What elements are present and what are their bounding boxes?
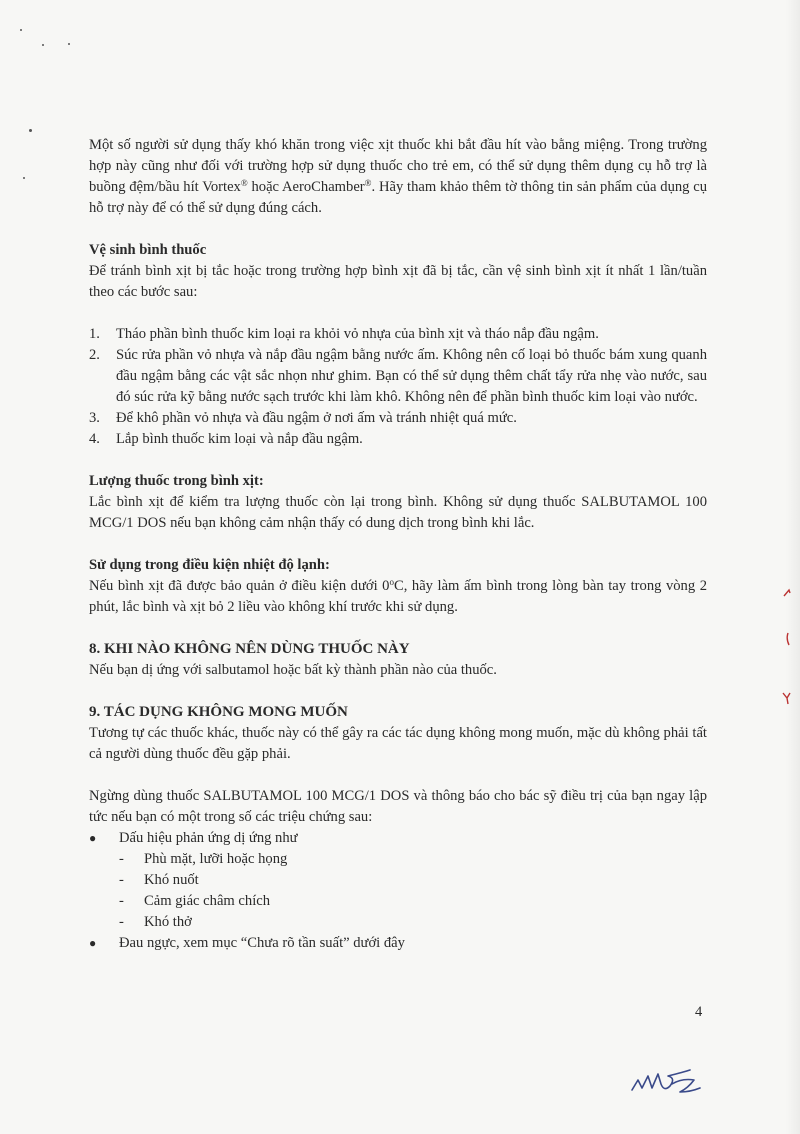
quantity-heading: Lượng thuốc trong bình xịt:: [89, 473, 264, 489]
bullet-icon: ●: [89, 936, 97, 950]
scan-speck: [23, 177, 25, 179]
margin-mark: [783, 631, 793, 647]
page-edge-shadow: [786, 0, 800, 1134]
list-item: 4. Lắp bình thuốc kim loại và nắp đầu ngậm.: [89, 431, 363, 447]
margin-mark: [780, 586, 794, 600]
scan-speck: [68, 43, 70, 45]
list-item: - Khó nuốt: [119, 872, 199, 888]
margin-mark: [780, 690, 794, 706]
list-item: ● Đau ngực, xem mục “Chưa rõ tần suất” dưới đây: [89, 933, 707, 954]
cleaning-intro: Để tránh bình xịt bị tắc hoặc trong trường hợp bình xịt đã bị tắc, cần vệ sinh bình xịt ít nhất 1 lần/tuần theo các bước sau:: [89, 263, 707, 300]
signature-initials: [628, 1062, 708, 1098]
scan-speck: [29, 129, 32, 132]
list-item: 2. Súc rửa phần vỏ nhựa và nắp đầu ngậm bằng nước ấm. Không nên cố loại bỏ thuốc bám xung quanh đầu ngậm bằng các vật sắc nhọn như ghim. Bạn có thể sử dụng thêm chất tẩy rửa nhẹ vào nước, sau đó súc rửa kỹ bằng nước sạch trước khi làm khô. Không nên để phần bình thuốc kim loại vào nước.: [89, 347, 707, 405]
section-9-stop-paragraph: Ngừng dùng thuốc SALBUTAMOL 100 MCG/1 DOS và thông báo cho bác sỹ điều trị của bạn ngay lập tức nếu bạn có một trong số các triệu chứng sau:: [89, 788, 707, 825]
cold-paragraph: Nếu bình xịt đã được bảo quản ở điều kiện dưới 0$^o$C, hãy làm ấm bình trong lòng bàn tay trong vòng 2 phút, lắc bình và xịt bỏ 2 liều vào không khí trước khi sử dụng.: [89, 577, 707, 615]
cleaning-heading: Vệ sinh bình thuốc: [89, 242, 207, 258]
list-item: - Phù mặt, lưỡi hoặc họng: [119, 851, 288, 867]
section-8-heading: 8. KHI NÀO KHÔNG NÊN DÙNG THUỐC NÀY: [89, 641, 410, 657]
document-body: [89, 135, 707, 954]
allergy-sub-list: [119, 849, 707, 933]
scan-speck: [20, 29, 22, 31]
intro-paragraph: Một số người sử dụng thấy khó khăn trong việc xịt thuốc khi bắt đầu hít vào bằng miệng. Trong trường hợp này cũng như đối với trường hợp sử dụng thuốc cho trẻ em, có thể sử dụng thêm dụng cụ hỗ trợ là buồng đệm/bầu hít Vortex® hoặc AeroChamber®. Hãy tham khảo thêm tờ thông tin sản phẩm của dụng cụ hỗ trợ này để có thể sử dụng đúng cách.: [89, 137, 708, 216]
scan-speck: [42, 44, 44, 46]
list-item: 1. Tháo phần bình thuốc kim loại ra khỏi vỏ nhựa của bình xịt và tháo nắp đầu ngậm.: [89, 326, 599, 342]
page-number: 4: [695, 1004, 703, 1020]
section-8-paragraph: Nếu bạn dị ứng với salbutamol hoặc bất kỳ thành phần nào của thuốc.: [89, 662, 497, 678]
list-item: ● Dấu hiệu phản ứng dị ứng như - Phù mặt, lưỡi hoặc họng - Khó nuốt - Cảm giác châm chích - Khó thở: [89, 828, 707, 933]
quantity-paragraph: Lắc bình xịt để kiểm tra lượng thuốc còn lại trong bình. Không sử dụng thuốc SALBUTAMOL 100 MCG/1 DOS nếu bạn không cảm nhận thấy có dung dịch trong bình khi lắc.: [89, 494, 707, 531]
list-item: - Khó thở: [119, 914, 192, 930]
symptom-list: [89, 828, 707, 954]
section-9-paragraph: Tương tự các thuốc khác, thuốc này có thể gây ra các tác dụng không mong muốn, mặc dù không phải tất cả người dùng thuốc đều gặp phải.: [89, 725, 707, 762]
list-item: - Cảm giác châm chích: [119, 893, 271, 909]
section-9-heading: 9. TÁC DỤNG KHÔNG MONG MUỐN: [89, 704, 348, 720]
cleaning-steps-list: [89, 324, 707, 450]
cold-heading: Sử dụng trong điều kiện nhiệt độ lạnh:: [89, 557, 330, 573]
list-item: 3. Để khô phần vỏ nhựa và đầu ngậm ở nơi ấm và tránh nhiệt quá mức.: [89, 410, 517, 426]
bullet-icon: ●: [89, 831, 97, 845]
